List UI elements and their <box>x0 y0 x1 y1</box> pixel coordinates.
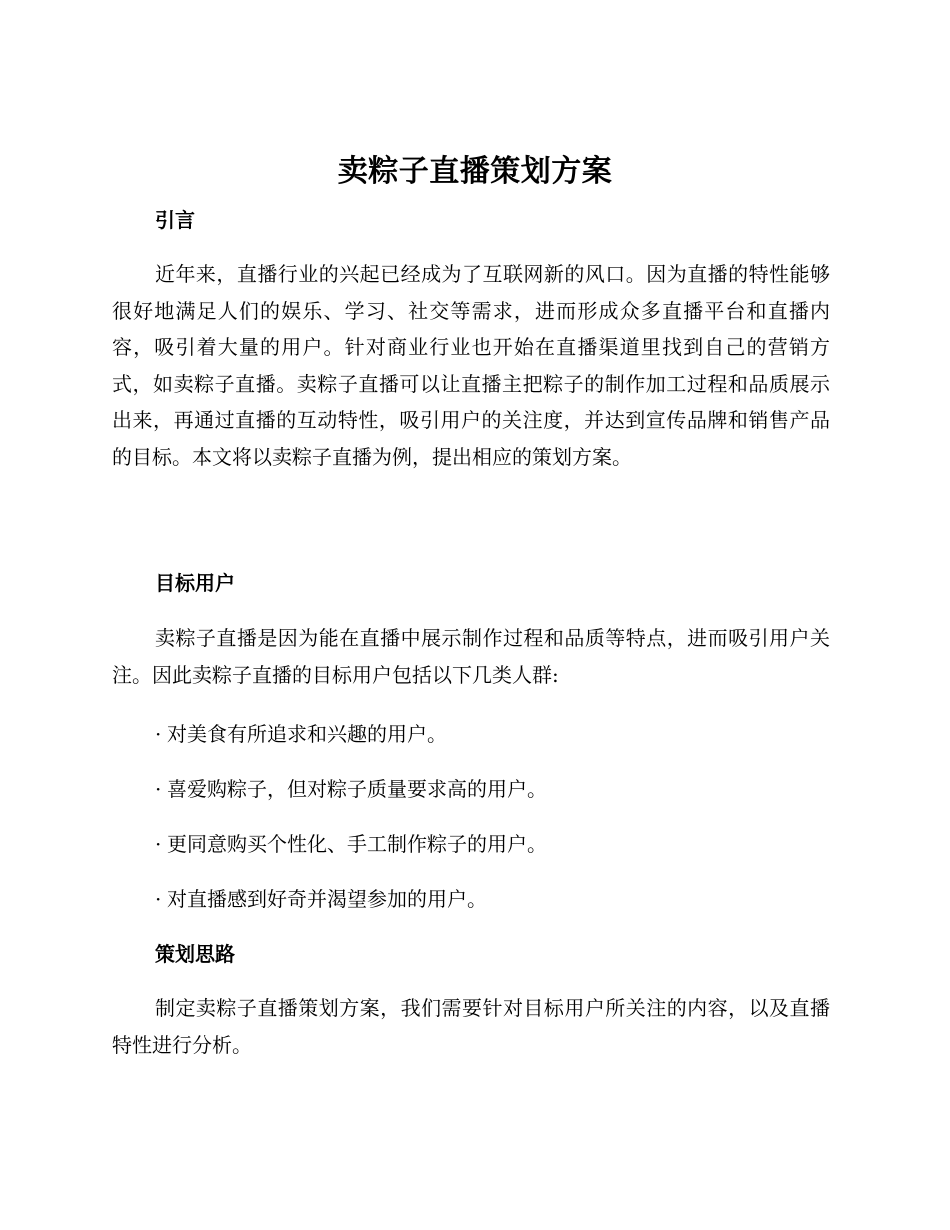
bullet-icon: · <box>155 832 162 856</box>
document-title: 卖粽子直播策划方案 <box>337 154 613 189</box>
list-item <box>155 719 835 749</box>
bullet-icon: · <box>155 887 162 911</box>
list-item-text: 更同意购买个性化、手工制作粽子的用户。 <box>167 832 547 856</box>
bullet-icon: · <box>155 722 162 746</box>
section-heading-planning-approach: 策划思路 <box>155 942 235 966</box>
list-item-text: 对直播感到好奇并渴望参加的用户。 <box>167 887 487 911</box>
list-item-text: 对美食有所追求和兴趣的用户。 <box>167 722 447 746</box>
section-paragraph-target-users: 卖粽子直播是因为能在直播中展示制作过程和品质等特点，进而吸引用户关注。因此卖粽子直播的目标用户包括以下几类人群: <box>112 626 830 687</box>
section-heading-intro: 引言 <box>155 208 195 232</box>
list-item <box>155 774 835 804</box>
list-item-text: 喜爱购粽子，但对粽子质量要求高的用户。 <box>167 777 547 801</box>
section-paragraph-planning-approach: 制定卖粽子直播策划方案，我们需要针对目标用户所关注的内容，以及直播特性进行分析。 <box>112 996 830 1057</box>
section-heading-target-users: 目标用户 <box>155 571 235 595</box>
list-item <box>155 829 835 859</box>
section-paragraph-intro: 近年来，直播行业的兴起已经成为了互联网新的风口。因为直播的特性能够很好地满足人们的娱乐、学习、社交等需求，进而形成众多直播平台和直播内容，吸引着大量的用户。针对商业行业也开始在直播渠道里找到自己的营销方式，如卖粽子直播。卖粽子直播可以让直播主把粽子的制作加工过程和品质展示出来，再通过直播的互动特性，吸引用户的关注度，并达到宣传品牌和销售产品的目标。本文将以卖粽子直播为例，提出相应的策划方案。 <box>112 262 830 469</box>
list-item <box>155 884 835 914</box>
bullet-icon: · <box>155 777 162 801</box>
